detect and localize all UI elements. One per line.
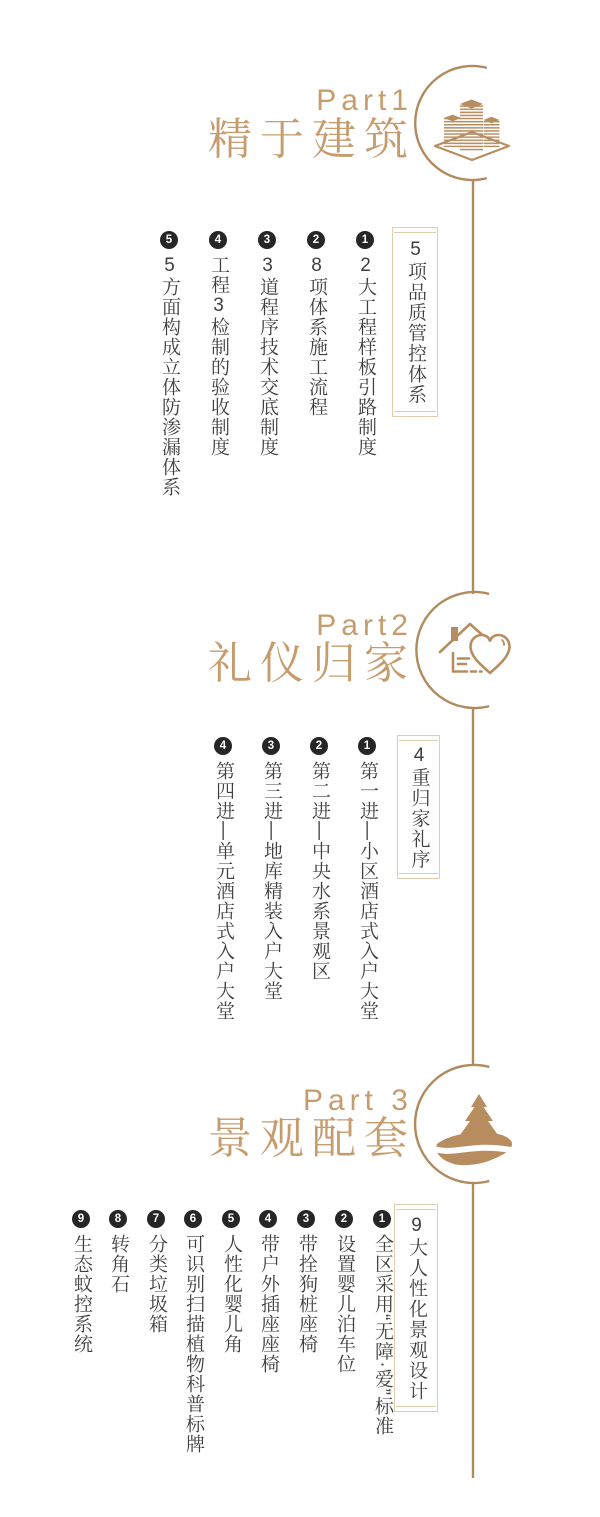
item-text: 人性化婴儿角 [221,1234,242,1354]
item-text: 第一进—小区酒店式入户大堂 [357,761,378,1021]
item-text: 带拴狗桩座椅 [296,1234,317,1354]
item-number-badge: 7 [147,1210,165,1228]
list-item [70,1210,92,1354]
section1-header-box [392,227,438,417]
list-item [295,1210,317,1354]
section3-header-text: 9大人性化景观设计 [406,1214,427,1402]
section3-part-label: Part 3 [302,1084,413,1117]
list-item [182,1210,204,1454]
item-number-badge: 6 [184,1210,202,1228]
item-text: 带户外插座座椅 [258,1234,279,1374]
item-text: 可识别扫描植物科普标牌 [183,1234,204,1454]
item-number-badge: 4 [214,737,232,755]
section1-header-text: 5项品质管控体系 [405,239,426,405]
list-item [308,737,330,981]
section3-header-box [394,1204,438,1412]
list-item [333,1210,355,1374]
item-number-badge: 9 [72,1210,90,1228]
item-number-badge: 3 [258,231,276,249]
item-number-badge: 1 [373,1210,391,1228]
item-text: 第二进—中央水系景观区 [309,761,330,981]
list-item [107,1210,129,1294]
item-text: 全区采用“无障·爱”标准 [372,1234,393,1436]
item-number-badge: 4 [259,1210,277,1228]
list-item [256,231,278,457]
item-number-badge: 3 [297,1210,315,1228]
item-text: 设置婴儿泊车位 [334,1234,355,1374]
section1-title: 精于建筑 [208,115,416,164]
item-text: 5方面构成立体防渗漏体系 [159,255,180,497]
item-text: 转角石 [108,1234,129,1294]
item-number-badge: 2 [310,737,328,755]
item-number-badge: 5 [222,1210,240,1228]
list-item [158,231,180,497]
section2-title: 礼仪归家 [208,639,416,688]
item-number-badge: 2 [307,231,325,249]
item-number-badge: 1 [358,737,376,755]
list-item [305,231,327,417]
item-text: 第三进—地库精装入户大堂 [261,761,282,1001]
item-text: 8项体系施工流程 [306,255,327,417]
item-text: 3道程序技术交底制度 [257,255,278,457]
list-item [356,737,378,1021]
list-item [207,231,229,457]
list-item [257,1210,279,1374]
list-item [371,1210,393,1436]
item-text: 第四进—单元酒店式入户大堂 [213,761,234,1021]
list-item [145,1210,167,1334]
tree-landscape-icon [430,1094,516,1165]
item-text: 工程3检制的验收制度 [208,255,229,457]
list-item [354,231,376,457]
item-number-badge: 2 [335,1210,353,1228]
item-text: 2大工程样板引路制度 [355,255,376,457]
item-number-badge: 1 [356,231,374,249]
list-item [260,737,282,1001]
house-heart-icon [440,624,510,673]
section2-part-label: Part2 [316,609,413,642]
list-item [212,737,234,1021]
buildings-icon [435,100,509,161]
item-number-badge: 8 [109,1210,127,1228]
item-number-badge: 3 [262,737,280,755]
list-item [220,1210,242,1354]
section3-title: 景观配套 [208,1114,416,1163]
item-text: 生态蚊控系统 [71,1234,92,1354]
section1-part-label: Part1 [316,84,413,117]
item-number-badge: 4 [209,231,227,249]
section2-header-text: 4重归家礼序 [408,744,430,870]
item-text: 分类垃圾箱 [146,1234,167,1334]
section2-header-box [397,735,440,879]
item-number-badge: 5 [160,231,178,249]
